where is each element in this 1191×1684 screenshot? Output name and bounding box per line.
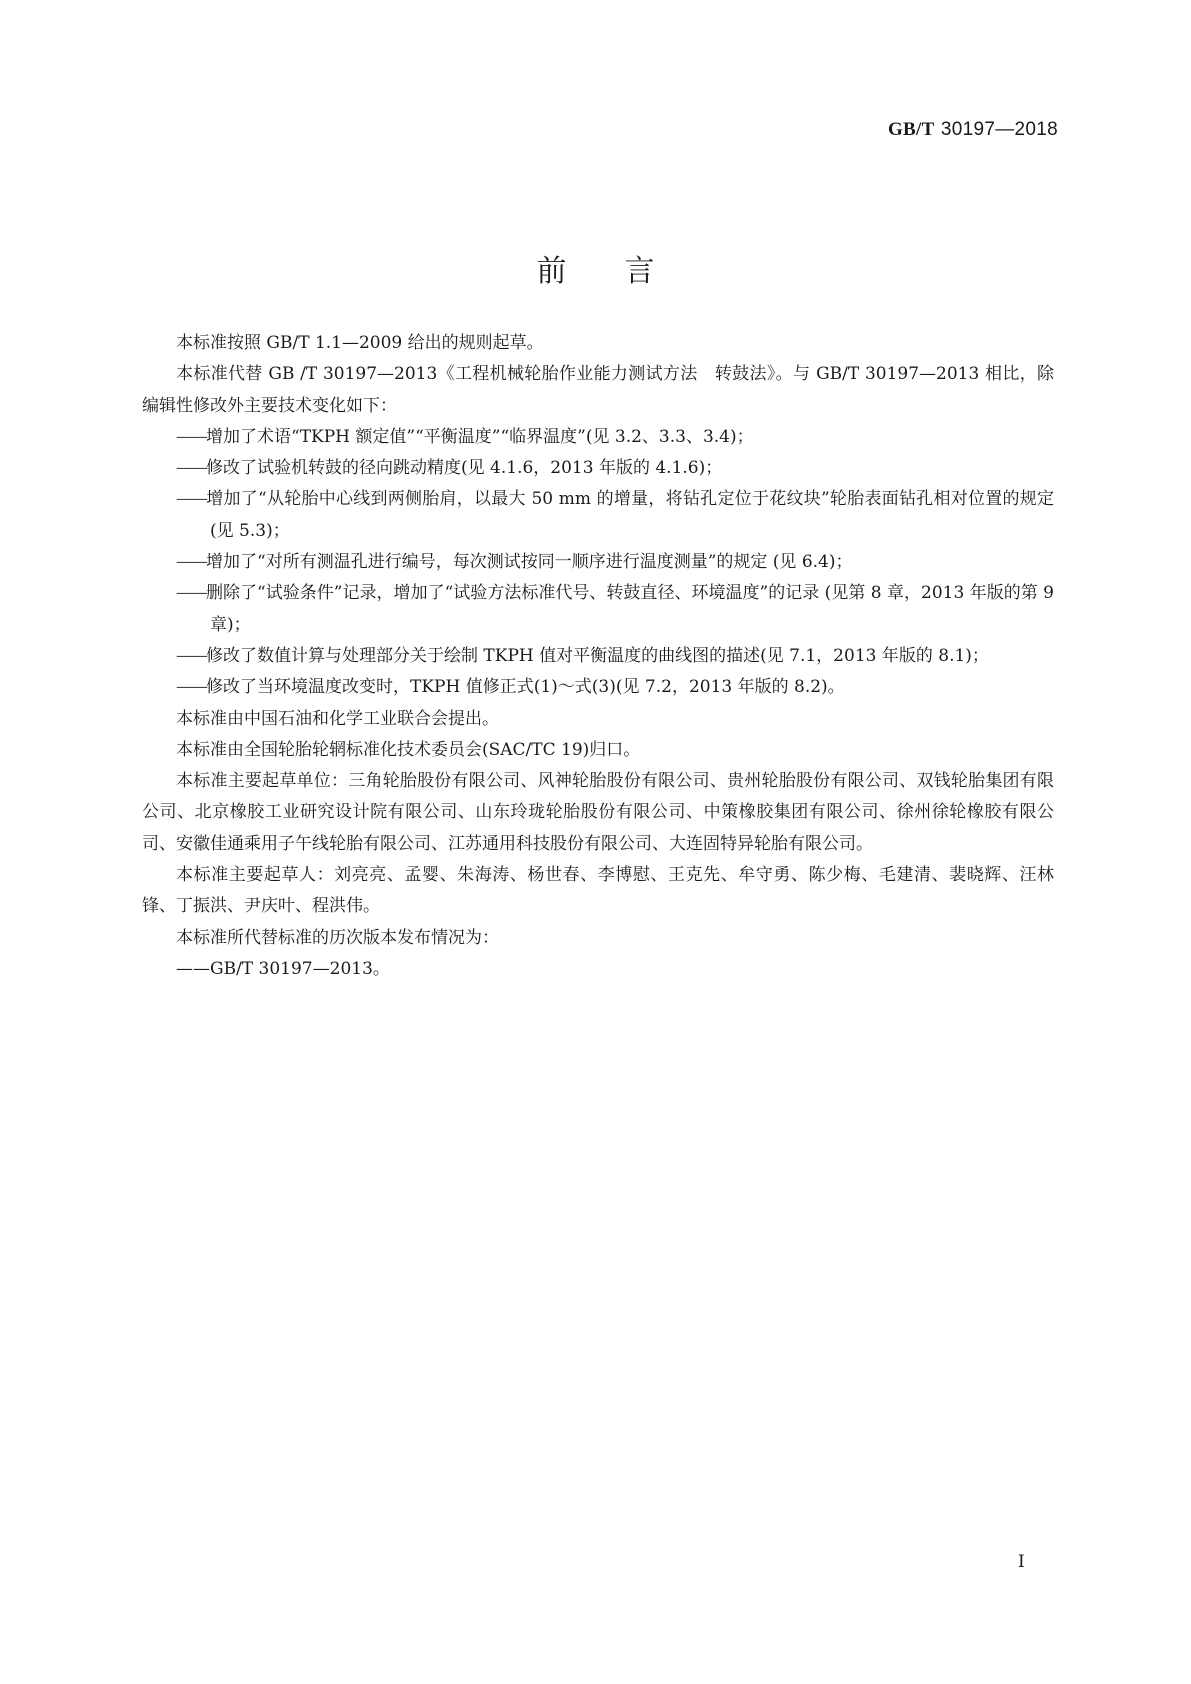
paragraph-drafting-rules: 本标准按照 GB/T 1.1—2009 给出的规则起草。 [176,333,544,353]
dash-marker: —— [176,677,206,698]
history-item [142,954,1054,985]
page-number: I [1018,1552,1025,1572]
change-item-text: 修改了数值计算与处理部分关于绘制 TKPH 值对平衡温度的曲线图的描述(见 7.1，2013 年版的 8.1)； [206,645,989,666]
dash-marker: —— [176,583,206,604]
standard-code-prefix: GB/T [887,119,935,140]
change-item-text: 修改了当环境温度改变时，TKPH 值修正式(1)～式(3)(见 7.2，2013 年版的 8.2)。 [206,677,845,698]
paragraph-replacement: 本标准代替 GB /T 30197—2013《工程机械轮胎作业能力测试方法 转鼓法》。与 GB/T 30197—2013 相比，除编辑性修改外主要技术变化如下： [142,364,1054,416]
dash-marker: —— [176,458,206,479]
change-item [142,641,1054,672]
history-item-text: GB/T 30197—2013。 [210,958,390,979]
change-item-text: 增加了“对所有测温孔进行编号，每次测试按同一顺序进行温度测量”的规定 (见 6.4)； [206,552,853,573]
change-item-text: 删除了“试验条件”记录，增加了“试验方法标准代号、转鼓直径、环境温度”的记录 (见第 8 章，2013 年版的第 9 章)； [206,583,1054,635]
change-item [142,672,1054,703]
paragraph-drafting-units: 本标准主要起草单位：三角轮胎股份有限公司、风神轮胎股份有限公司、贵州轮胎股份有限公司、双钱轮胎集团有限公司、北京橡胶工业研究设计院有限公司、山东玲珑轮胎股份有限公司、中策橡胶集团有限公司、徐州徐轮橡胶有限公司、安徽佳通乘用子午线轮胎有限公司、江苏通用科技股份有限公司、大连固特异轮胎有限公司。 [142,771,1054,854]
dash-marker: —— [176,645,206,666]
change-item-text: 增加了“从轮胎中心线到两侧胎肩，以最大 50 mm 的增量，将钻孔定位于花纹块”轮胎表面钻孔相对位置的规定 (见 5.3)； [206,489,1054,541]
foreword-body [142,328,1054,985]
change-item [142,547,1054,578]
page-title: 前言 [536,254,713,290]
change-item [142,453,1054,484]
dash-marker: —— [176,552,206,573]
change-item-text: 增加了术语“TKPH 额定值”“平衡温度”“临界温度”(见 3.2、3.3、3.4)； [206,426,754,447]
change-item [142,422,1054,453]
dash-marker: —— [176,489,206,510]
standard-code-number: 30197—2018 [940,119,1058,140]
change-item [142,484,1054,547]
dash-marker: —— [176,958,210,979]
dash-marker: —— [176,426,206,447]
paragraph-administered-by: 本标准由全国轮胎轮辋标准化技术委员会(SAC/TC 19)归口。 [176,739,641,760]
change-item [142,578,1054,641]
paragraph-drafters: 本标准主要起草人：刘亮亮、孟婴、朱海涛、杨世春、李博慰、王克先、牟守勇、陈少梅、毛建清、裴晓辉、汪林锋、丁振洪、尹庆叶、程洪伟。 [142,865,1054,917]
paragraph-proposed-by: 本标准由中国石油和化学工业联合会提出。 [176,708,499,729]
paragraph-history-intro: 本标准所代替标准的历次版本发布情况为： [176,927,499,948]
standard-code-header [888,118,1058,141]
change-item-text: 修改了试验机转鼓的径向跳动精度(见 4.1.6，2013 年版的 4.1.6)； [206,458,723,479]
